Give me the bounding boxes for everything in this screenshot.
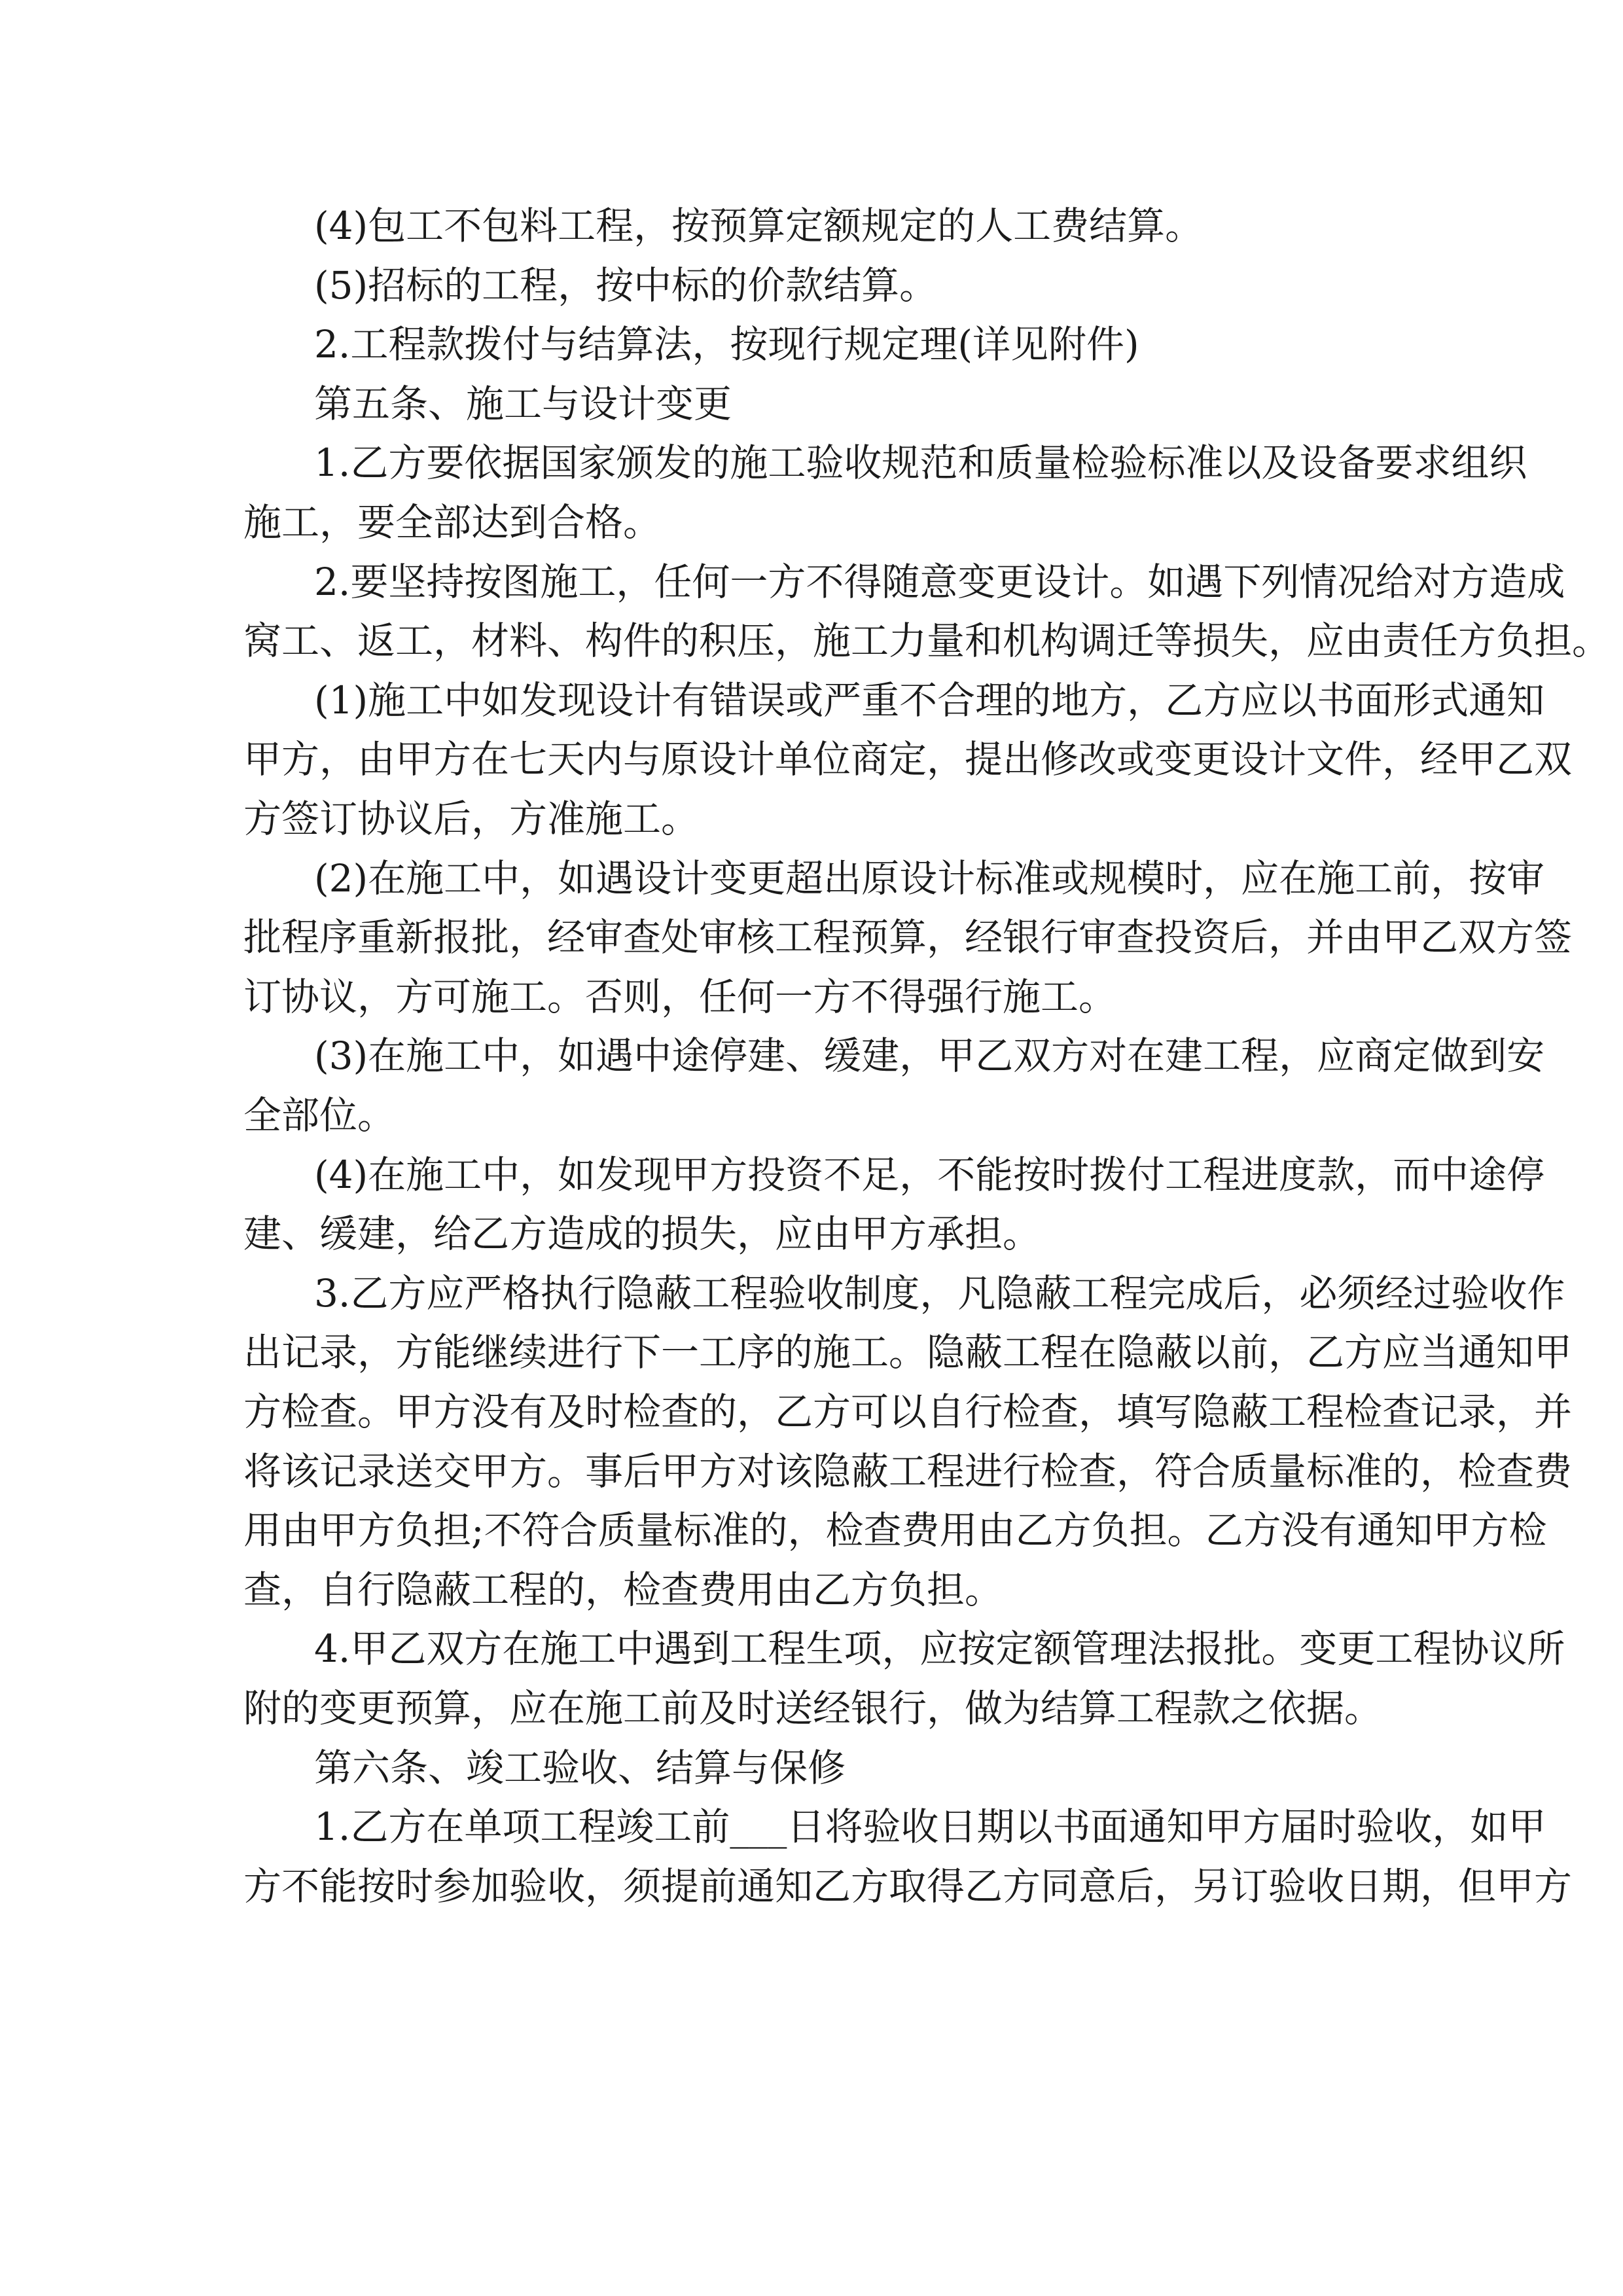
paragraph-wrap-line: 方签订协议后，方准施工。 <box>243 797 700 841</box>
paragraph-line: 1.乙方要依据国家颁发的施工验收规范和质量检验标准以及设备要求组织 <box>314 440 1527 486</box>
paragraph-wrap-line: 施工，要全部达到合格。 <box>243 500 662 545</box>
paragraph-wrap-line: 建、缓建，给乙方造成的损失，应由甲方承担。 <box>243 1211 1041 1257</box>
paragraph-line: 第五条、施工与设计变更 <box>314 381 732 426</box>
paragraph-line: (1)施工中如发现设计有错误或严重不合理的地方，乙方应以书面形式通知 <box>314 677 1545 723</box>
paragraph-wrap-line: 用由甲方负担;不符合质量标准的，检查费用由乙方负担。乙方没有通知甲方检 <box>243 1508 1547 1553</box>
paragraph-line: (4)在施工中，如发现甲方投资不足，不能按时拨付工程进度款，而中途停 <box>314 1152 1545 1197</box>
paragraph-line: (2)在施工中，如遇设计变更超出原设计标准或规模时，应在施工前，按审 <box>314 855 1545 901</box>
paragraph-wrap-line: 将该记录送交甲方。事后甲方对该隐蔽工程进行检查，符合质量标准的，检查费 <box>243 1448 1573 1494</box>
paragraph-line: 1.乙方在单项工程竣工前___日将验收日期以书面通知甲方届时验收，如甲 <box>314 1804 1546 1850</box>
paragraph-wrap-line: 全部位。 <box>243 1093 396 1138</box>
paragraph-wrap-line: 方不能按时参加验收，须提前通知乙方取得乙方同意后，另订验收日期，但甲方 <box>243 1863 1573 1909</box>
paragraph-line: 4.甲乙双方在施工中遇到工程生项，应按定额管理法报批。变更工程协议所 <box>314 1626 1565 1672</box>
paragraph-wrap-line: 出记录，方能继续进行下一工序的施工。隐蔽工程在隐蔽以前，乙方应当通知甲 <box>243 1330 1573 1375</box>
paragraph-wrap-line: 批程序重新报批，经审查处审核工程预算，经银行审查投资后，并由甲乙双方签 <box>243 915 1573 960</box>
paragraph-line: 2.工程款拨付与结算法，按现行规定理(详见附件) <box>314 322 1139 367</box>
paragraph-wrap-line: 订协议，方可施工。否则，任何一方不得强行施工。 <box>243 974 1117 1019</box>
paragraph-line: (4)包工不包料工程，按预算定额规定的人工费结算。 <box>314 204 1204 248</box>
paragraph-line: 2.要坚持按图施工，任何一方不得随意变更设计。如遇下列情况给对方造成 <box>314 559 1565 604</box>
paragraph-line: 3.乙方应严格执行隐蔽工程验收制度，凡隐蔽工程完成后，必须经过验收作 <box>314 1270 1565 1316</box>
paragraph-line: 第六条、竣工验收、结算与保修 <box>314 1745 846 1790</box>
paragraph-wrap-line: 方检查。甲方没有及时检查的，乙方可以自行检查，填写隐蔽工程检查记录，并 <box>243 1390 1573 1434</box>
paragraph-line: (3)在施工中，如遇中途停建、缓建，甲乙双方对在建工程，应商定做到安 <box>314 1033 1545 1079</box>
paragraph-line: (5)招标的工程，按中标的价款结算。 <box>314 262 938 308</box>
paragraph-wrap-line: 窝工、返工，材料、构件的积压，施工力量和机构调迁等损失，应由责任方负担。 <box>243 619 1611 664</box>
paragraph-wrap-line: 甲方，由甲方在七天内与原设计单位商定，提出修改或变更设计文件，经甲乙双 <box>243 737 1573 782</box>
paragraph-wrap-line: 查，自行隐蔽工程的，检查费用由乙方负担。 <box>243 1567 1003 1612</box>
paragraph-wrap-line: 附的变更预算，应在施工前及时送经银行，做为结算工程款之依据。 <box>243 1686 1383 1731</box>
